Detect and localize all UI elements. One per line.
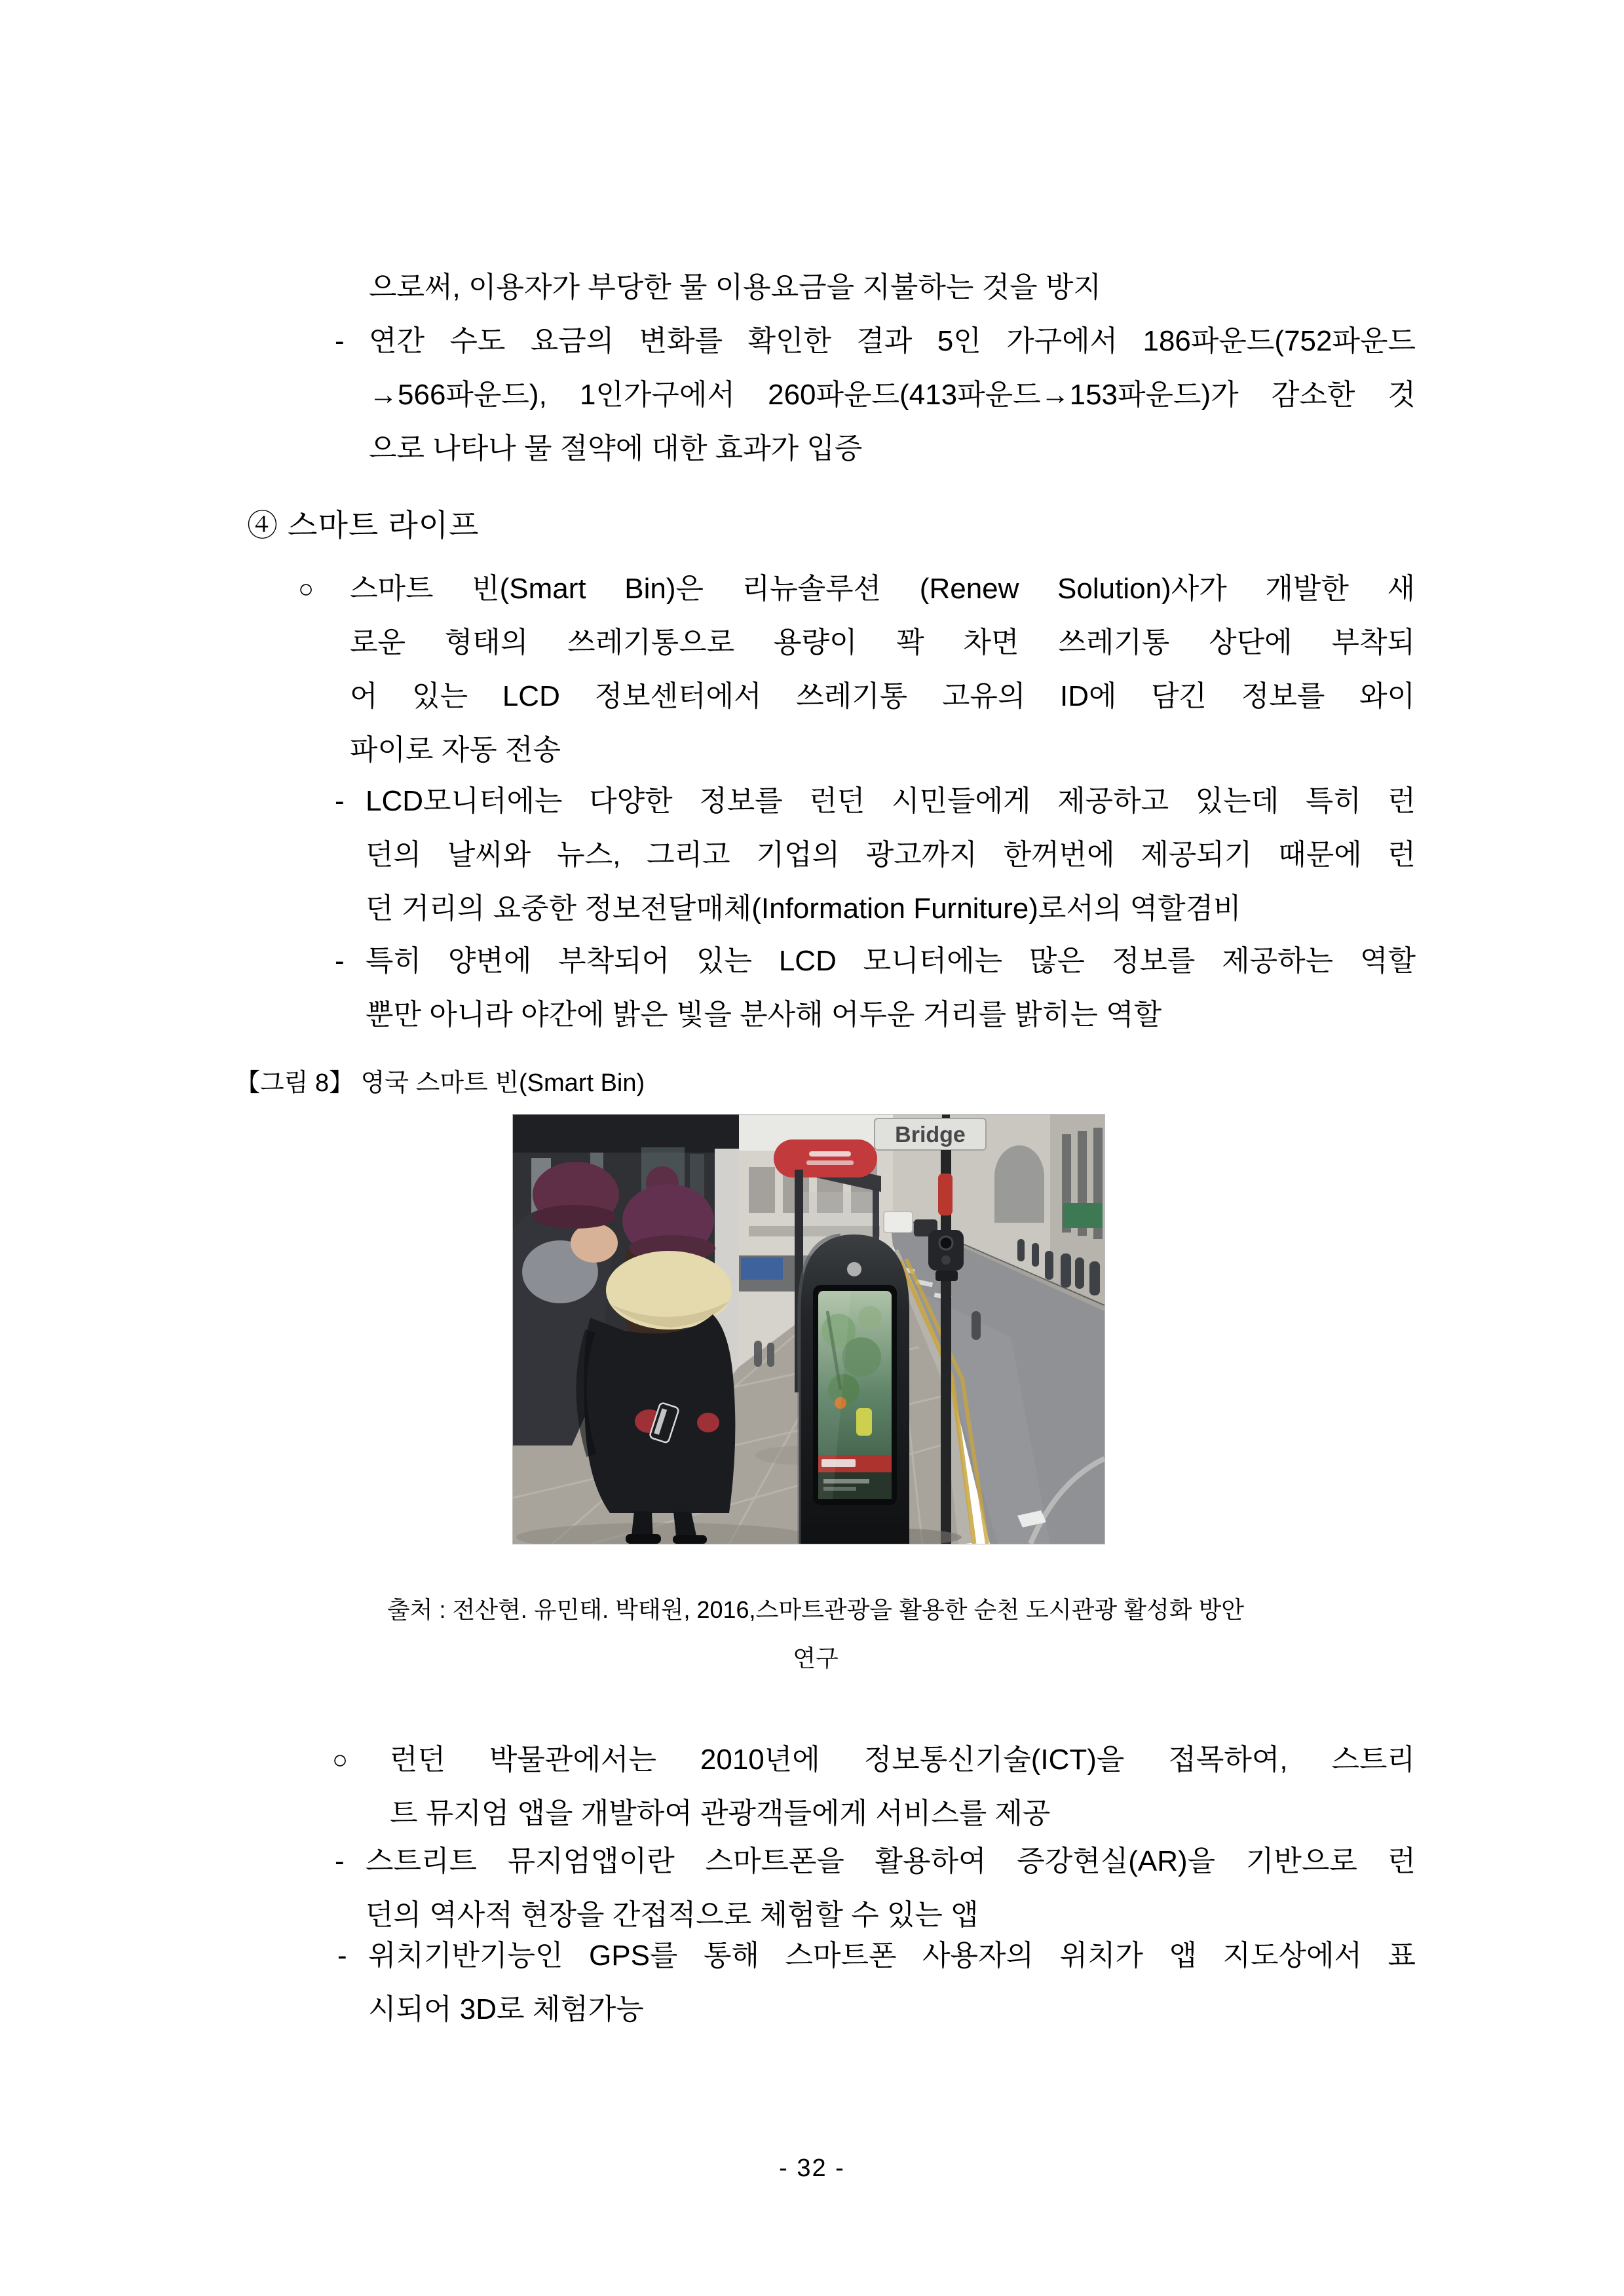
bullet-item-lcd-monitor — [335, 775, 1416, 936]
text-line: 파이로 자동 전송 — [350, 734, 561, 766]
text-line: 트 뮤지엄 앱을 개발하여 관광객들에게 서비스를 제공 — [390, 1797, 1051, 1829]
dash-bullet-marker: - — [335, 1845, 345, 1877]
text-line: 뿐만 아니라 야간에 밝은 빛을 분사해 어두운 거리를 밝히는 역할 — [366, 999, 1162, 1031]
list-item-smart-bin — [298, 562, 1415, 777]
source-line: 연구 — [793, 1645, 839, 1672]
dash-bullet-marker: - — [335, 325, 345, 357]
list-item-london-museum — [332, 1733, 1415, 1841]
figure-photo-smart-bin — [512, 1114, 1105, 1544]
dash-bullet-marker: - — [335, 785, 345, 817]
bullet-lines — [390, 1733, 1415, 1841]
dash-bullet-marker: - — [335, 945, 345, 977]
text-line: 연간 수도 요금의 변화를 확인한 결과 5인 가구에서 186파운드(752파운드 — [369, 325, 1416, 357]
bullet-lines — [350, 562, 1415, 777]
text-line: 어 있는 LCD 정보센터에서 쓰레기통 고유의 ID에 담긴 정보를 와이 — [350, 680, 1415, 712]
text-line: →566파운드), 1인가구에서 260파운드(413파운드→153파운드)가 감소한 것 — [369, 379, 1416, 411]
street-sign-text: Bridge — [895, 1122, 966, 1147]
bullet-lines — [366, 934, 1416, 1042]
bullet-item-water-fee — [335, 315, 1416, 476]
dash-bullet-marker: - — [337, 1940, 347, 1972]
circle-bullet-marker: ○ — [298, 575, 314, 603]
woman-boot — [626, 1534, 661, 1544]
red-pole-band — [938, 1174, 953, 1215]
bullet-item-street-museum-app — [335, 1835, 1416, 1942]
red-shelter-sign — [774, 1139, 877, 1177]
bullet-lines — [366, 775, 1416, 936]
arched-entrance — [994, 1145, 1044, 1223]
paragraph-continuation-line: 으로써, 이용자가 부당한 물 이용요금을 지불하는 것을 방지 — [369, 271, 1101, 303]
text-line: LCD모니터에는 다양한 정보를 런던 시민들에게 제공하고 있는데 특히 런 — [366, 785, 1416, 817]
man-face — [571, 1223, 618, 1263]
street-photo — [513, 1115, 1105, 1544]
text-line: 시되어 3D로 체험가능 — [368, 1993, 644, 2025]
bullet-lines — [366, 1835, 1416, 1942]
source-line: 출처 : 전산현. 유민태. 박태원, 2016,스마트관광을 활용한 순천 도시관광 활성화 방안 — [387, 1596, 1245, 1623]
bullet-item-gps-3d — [337, 1929, 1416, 2037]
figure-caption: 【그림 8】 영국 스마트 빈(Smart Bin) — [235, 1069, 645, 1097]
text-line: 로운 형태의 쓰레기통으로 용량이 꽉 차면 쓰레기통 상단에 부착되 — [350, 626, 1415, 659]
text-line: 특히 양변에 부착되어 있는 LCD 모니터에는 많은 정보를 제공하는 역할 — [366, 945, 1416, 977]
text-line: 던의 날씨와 뉴스, 그리고 기업의 광고까지 한꺼번에 제공되기 때문에 런 — [366, 839, 1416, 871]
text-line: 던의 역사적 현장을 간접적으로 체험할 수 있는 앱 — [366, 1899, 979, 1931]
bin-logo-dot — [847, 1262, 861, 1276]
bin-lcd-screen — [818, 1291, 892, 1499]
text-line: 으로 나타나 물 절약에 대한 효과가 입증 — [369, 432, 863, 465]
text-line: 던 거리의 요중한 정보전달매체(Information Furniture)로서의 역할겸비 — [366, 892, 1241, 925]
page-number: - 32 - — [779, 2154, 845, 2182]
circle-bullet-marker: ○ — [332, 1746, 349, 1774]
bullet-lines — [369, 315, 1416, 476]
text-line: 런던 박물관에서는 2010년에 정보통신기술(ICT)을 접목하여, 스트리 — [390, 1744, 1415, 1776]
blue-shop-sign — [741, 1257, 783, 1280]
green-shop-sign — [1063, 1203, 1103, 1228]
text-line: 스트리트 뮤지엄앱이란 스마트폰을 활용하여 증강현실(AR)을 기반으로 런 — [366, 1845, 1416, 1877]
text-line: 스마트 빈(Smart Bin)은 리뉴솔루션 (Renew Solution)사가 개발한 새 — [350, 573, 1415, 605]
woman-boot — [673, 1535, 707, 1544]
text-line: 위치기반기능인 GPS를 통해 스마트폰 사용자의 위치가 앱 지도상에서 표 — [368, 1940, 1416, 1972]
red-glove — [697, 1413, 719, 1432]
bullet-lines — [368, 1929, 1416, 2037]
bullet-item-lcd-light — [335, 934, 1416, 1042]
figure-source-citation — [246, 1586, 1386, 1683]
section-heading-smart-life: ④ 스마트 라이프 — [247, 508, 480, 543]
